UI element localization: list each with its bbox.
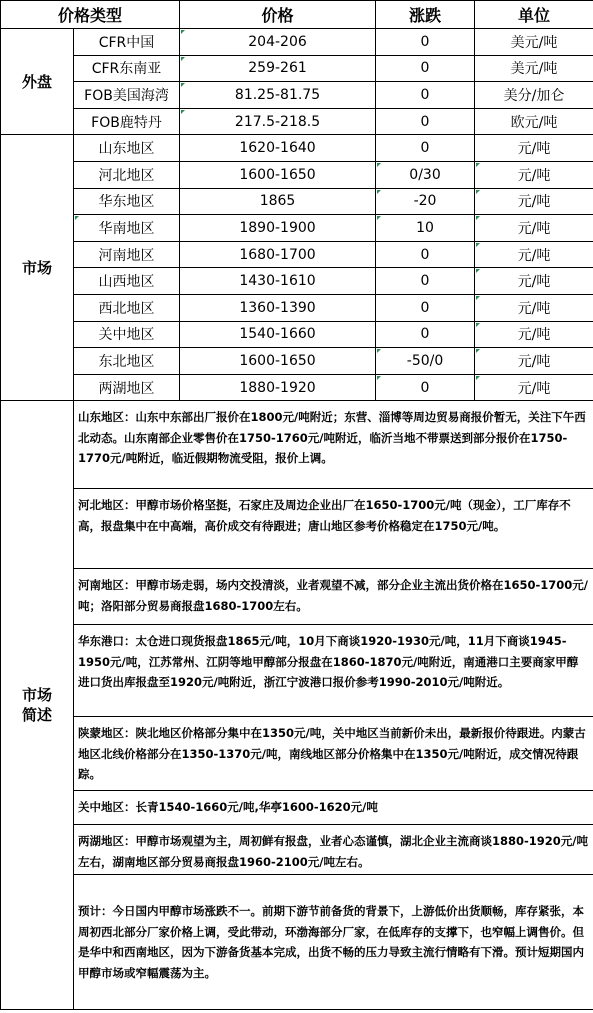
header-unit: 单位 [475, 1, 593, 29]
change-cell: 0 [376, 268, 475, 295]
region-cell: 华南地区 [74, 215, 180, 242]
category-summary [1, 401, 74, 1010]
unit-cell: 元/吨 [475, 135, 593, 162]
region-cell: 河北地区 [74, 161, 180, 188]
summary-content [74, 401, 593, 1010]
unit-cell: 欧元/吨 [475, 108, 593, 135]
change-cell: 0 [376, 294, 475, 321]
market-section [1, 135, 593, 401]
table-row [1, 374, 593, 401]
summary-paragraph-shandong: 山东地区：山东中东部出厂报价在1800元/吨附近；东营、淄博等周边贸易商报价暂无，关注下午西北动态。山东南部企业零售价在1750-1760元/吨附近，临沂当地不带票送到部分报价在1750-1770元/吨附近，临近假期物流受阻，报价上调。 [74, 401, 593, 489]
summary-label-line2: 简述 [21, 706, 52, 725]
summary-row [1, 401, 593, 1010]
price-cell: 1600-1650 [180, 348, 376, 375]
unit-cell: 元/吨 [475, 241, 593, 268]
summary-paragraph-shaanxi-inner-mongolia: 陕蒙地区：陕北地区价格部分集中在1350元/吨，关中地区当前新价未出，最新报价待跟进。内蒙古地区北线价格部分在1350-1370元/吨，南线地区部分价格集中在1350元/吨附近，成交情况待跟踪。 [74, 717, 593, 791]
header-row [1, 1, 593, 29]
table-row [1, 188, 593, 215]
price-cell: 217.5-218.5 [180, 108, 376, 135]
unit-cell: 元/吨 [475, 348, 593, 375]
change-cell: 0 [376, 135, 475, 162]
summary-paragraph-henan: 河南地区：甲醇市场走弱，场内交投清淡，业者观望不减，部分企业主流出货价格在1650-1700元/吨；洛阳部分贸易商报盘1680-1700左右。 [74, 569, 593, 625]
unit-cell: 美元/吨 [475, 29, 593, 56]
region-cell: 华东地区 [74, 188, 180, 215]
unit-cell: 元/吨 [475, 374, 593, 401]
price-cell: 1680-1700 [180, 241, 376, 268]
change-cell: -20 [376, 188, 475, 215]
table-row [1, 161, 593, 188]
change-cell: 0 [376, 55, 475, 82]
region-cell: CFR中国 [74, 29, 180, 56]
change-cell: -50/0 [376, 348, 475, 375]
unit-cell: 元/吨 [475, 321, 593, 348]
price-cell: 1865 [180, 188, 376, 215]
unit-cell: 美分/加仑 [475, 82, 593, 109]
region-cell: 西北地区 [74, 294, 180, 321]
region-cell: 两湖地区 [74, 374, 180, 401]
change-cell: 0 [376, 374, 475, 401]
table-row [1, 82, 593, 109]
category-market: 市场 [1, 135, 74, 401]
unit-cell: 元/吨 [475, 215, 593, 242]
summary-paragraph-forecast: 预计：今日国内甲醇市场涨跌不一。前期下游节前备货的背景下，上游低价出货顺畅，库存紧张，本周初西北部分厂家价格上调，受此带动，环渤海部分厂家，在低库存的支撑下，也窄幅上调售价。但是华中和西南地区，因为下游备货基本完成，出货不畅的压力导致主流行情略有下滑。预计短期国内甲醇市场或窄幅震荡为主。 [78, 904, 584, 980]
price-cell: 81.25-81.75 [180, 82, 376, 109]
change-cell: 10 [376, 215, 475, 242]
price-cell: 1540-1660 [180, 321, 376, 348]
summary-paragraph-hunan-hubei: 两湖地区：甲醇市场观望为主，周初鲜有报盘，业者心态谨慎，湖北企业主流商谈1880-1920元/吨左右，湖南地区部分贸易商报盘1960-2100元/吨左右。 [74, 825, 593, 875]
unit-cell: 元/吨 [475, 268, 593, 295]
summary-paragraph-hebei: 河北地区：甲醇市场价格坚挺，石家庄及周边企业出厂在1650-1700元/吨（现金），工厂库存不高，报盘集中在中高端，高价成交有待跟进；唐山地区参考价格稳定在1750元/吨。 [74, 489, 593, 569]
price-cell: 1430-1610 [180, 268, 376, 295]
unit-cell: 元/吨 [475, 294, 593, 321]
price-cell: 1880-1920 [180, 374, 376, 401]
unit-cell: 美元/吨 [475, 55, 593, 82]
header-price-type: 价格类型 [1, 1, 180, 29]
region-cell: FOB鹿特丹 [74, 108, 180, 135]
change-cell: 0 [376, 29, 475, 56]
table-row [1, 241, 593, 268]
price-cell: 1890-1900 [180, 215, 376, 242]
table-row [1, 55, 593, 82]
price-cell: 1620-1640 [180, 135, 376, 162]
table-row [1, 108, 593, 135]
price-cell: 204-206 [180, 29, 376, 56]
price-cell: 259-261 [180, 55, 376, 82]
change-cell: 0 [376, 241, 475, 268]
region-cell: 山西地区 [74, 268, 180, 295]
table-row [1, 135, 593, 162]
summary-label-line1: 市场 [21, 686, 52, 705]
header-price: 价格 [180, 1, 376, 29]
summary-paragraph-east-china-port: 华东港口：太仓进口现货报盘1865元/吨，10月下商谈1920-1930元/吨，11月下商谈1945-1950元/吨，江苏常州、江阴等地甲醇部分报盘在1860-1870元/吨附近，南通港口主要商家甲醇进口货出库报盘至1920元/吨附近，浙江宁波港口报价参考1990-2010元/吨附近。 [74, 625, 593, 717]
price-cell: 1360-1390 [180, 294, 376, 321]
summary-section [1, 401, 593, 1010]
external-section [1, 29, 593, 135]
table-row [1, 29, 593, 56]
region-cell: 东北地区 [74, 348, 180, 375]
region-cell: 河南地区 [74, 241, 180, 268]
header-change: 涨跌 [376, 1, 475, 29]
unit-cell: 元/吨 [475, 161, 593, 188]
summary-paragraph-guanzhong: 关中地区：长青1540-1660元/吨,华亭1600-1620元/吨 [74, 791, 593, 825]
change-cell: 0 [376, 82, 475, 109]
table-row [1, 268, 593, 295]
price-cell: 1600-1650 [180, 161, 376, 188]
region-cell: FOB美国海湾 [74, 82, 180, 109]
unit-cell: 元/吨 [475, 188, 593, 215]
region-cell: 山东地区 [74, 135, 180, 162]
change-cell: 0 [376, 321, 475, 348]
table-row [1, 215, 593, 242]
change-cell: 0 [376, 108, 475, 135]
table-row [1, 348, 593, 375]
region-cell: CFR东南亚 [74, 55, 180, 82]
region-cell: 关中地区 [74, 321, 180, 348]
category-external: 外盘 [1, 29, 74, 135]
table-row [1, 321, 593, 348]
table-row [1, 294, 593, 321]
change-cell: 0/30 [376, 161, 475, 188]
